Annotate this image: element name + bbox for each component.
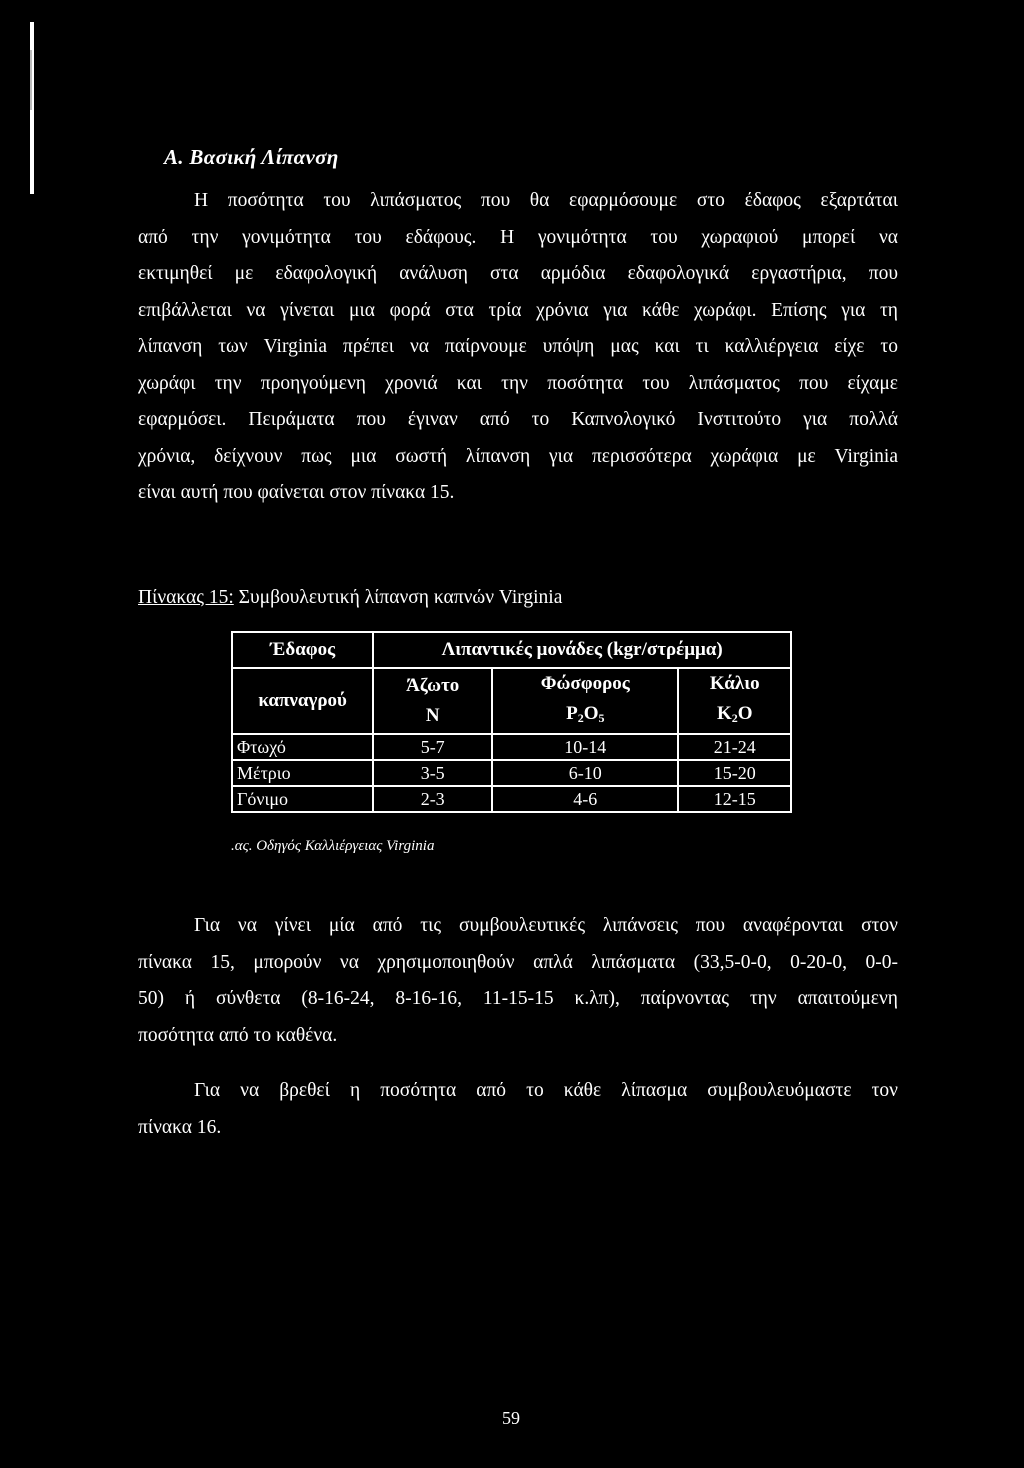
- table-row: [232, 760, 791, 786]
- paragraph-table16-ref: [138, 1073, 898, 1146]
- soil-header-bottom: καπναγρού: [232, 668, 373, 734]
- paragraph-soil-fertility: [138, 183, 898, 512]
- fertilization-table: [231, 631, 792, 813]
- phosphorus-cell: 6-10: [492, 760, 678, 786]
- paragraph-fertilizers: [138, 908, 898, 1054]
- nitrogen-symbol: N: [425, 705, 440, 726]
- paragraph-line: χωράφι την προηγούμενη χρονιά και την ποσότητα του λιπάσματος που είχαμε: [138, 372, 898, 394]
- soil-cell: Γόνιμο: [232, 786, 373, 812]
- potassium-symbol: $K_2O$: [716, 703, 753, 725]
- soil-header-top: Έδαφος: [232, 632, 373, 668]
- nitrogen-header: [373, 668, 492, 734]
- phosphorus-symbol: $P_2O_5$: [566, 703, 605, 725]
- paragraph-line: είναι αυτή που φαίνεται στον πίνακα 15.: [138, 482, 455, 503]
- paragraph-line: πίνακα 15, μπορούν να χρησιμοποιηθούν απλά λιπάσματα (33,5-0-0, 0-20-0, 0-0-: [138, 951, 898, 973]
- potassium-cell: 21-24: [678, 734, 791, 760]
- nitrogen-cell: 2-3: [373, 786, 492, 812]
- phosphorus-header: [492, 668, 678, 734]
- potassium-cell: 12-15: [678, 786, 791, 812]
- paragraph-line: Για να γίνει μία από τις συμβουλευτικές λιπάνσεις που αναφέρονται στον: [194, 915, 898, 936]
- nitrogen-cell: 5-7: [373, 734, 492, 760]
- paragraph-line: πίνακα 16.: [138, 1116, 222, 1138]
- table-row: [232, 734, 791, 760]
- phosphorus-cell: 4-6: [492, 786, 678, 812]
- phosphorus-name: Φώσφορος: [540, 673, 630, 694]
- potassium-cell: 15-20: [678, 760, 791, 786]
- paragraph-line: Η ποσότητα του λιπάσματος που θα εφαρμόσουμε στο έδαφος εξαρτάται: [194, 190, 898, 211]
- soil-cell: Φτωχό: [232, 734, 373, 760]
- paragraph-line: 50) ή σύνθετα (8-16-24, 8-16-16, 11-15-15 κ.λπ), παίρνοντας την απαιτούμενη: [138, 988, 898, 1009]
- paragraph-line: επιβάλλεται να γίνεται μια φορά στα τρία χρόνια για κάθε χωράφι. Επίσης για τη: [138, 299, 898, 321]
- units-group-header: Λιπαντικές μονάδες (kgr/στρέμμα): [373, 632, 791, 668]
- paragraph-line: χρόνια, δείχνουν πως μια σωστή λίπανση για περισσότερα χωράφια με Virginia: [138, 445, 898, 467]
- soil-cell: Μέτριο: [232, 760, 373, 786]
- paragraph-line: λίπανση των Virginia πρέπει να παίρνουμε υπόψη μας και τι καλλιέργεια είχε το: [138, 336, 898, 357]
- paragraph-line: εκτιμηθεί με εδαφολογική ανάλυση στα αρμόδια εδαφολογικά εργαστήρια, που: [138, 263, 898, 284]
- table-caption-text: Συμβουλευτική λίπανση καπνών Virginia: [233, 587, 563, 608]
- potassium-header: [678, 668, 791, 734]
- paragraph-line: Για να βρεθεί η ποσότητα από το κάθε λίπασμα συμβουλευόμαστε τον: [194, 1080, 898, 1101]
- phosphorus-cell: 10-14: [492, 734, 678, 760]
- nitrogen-cell: 3-5: [373, 760, 492, 786]
- margin-rule-inner: [30, 50, 32, 110]
- potassium-name: Κάλιο: [709, 673, 760, 694]
- table-source-note: .ας. Οδηγός Καλλιέργειας Virginia: [231, 838, 435, 854]
- paragraph-line: από την γονιμότητα του εδάφους. Η γονιμότητα του χωραφιού μπορεί να: [138, 226, 898, 248]
- table-caption-label: Πίνακας 15:: [138, 587, 234, 608]
- paragraph-line: εφαρμόσει. Πειράματα που έγιναν από το Καπνολογικό Ινστιτούτο για πολλά: [138, 409, 898, 430]
- page-number: 59: [502, 1408, 520, 1428]
- paragraph-line: ποσότητα από το καθένα.: [138, 1024, 338, 1046]
- nitrogen-name: Άζωτο: [406, 675, 460, 696]
- section-heading: Α. Βασική Λίπανση: [164, 145, 339, 169]
- table-row: [232, 786, 791, 812]
- table-caption: [138, 587, 562, 609]
